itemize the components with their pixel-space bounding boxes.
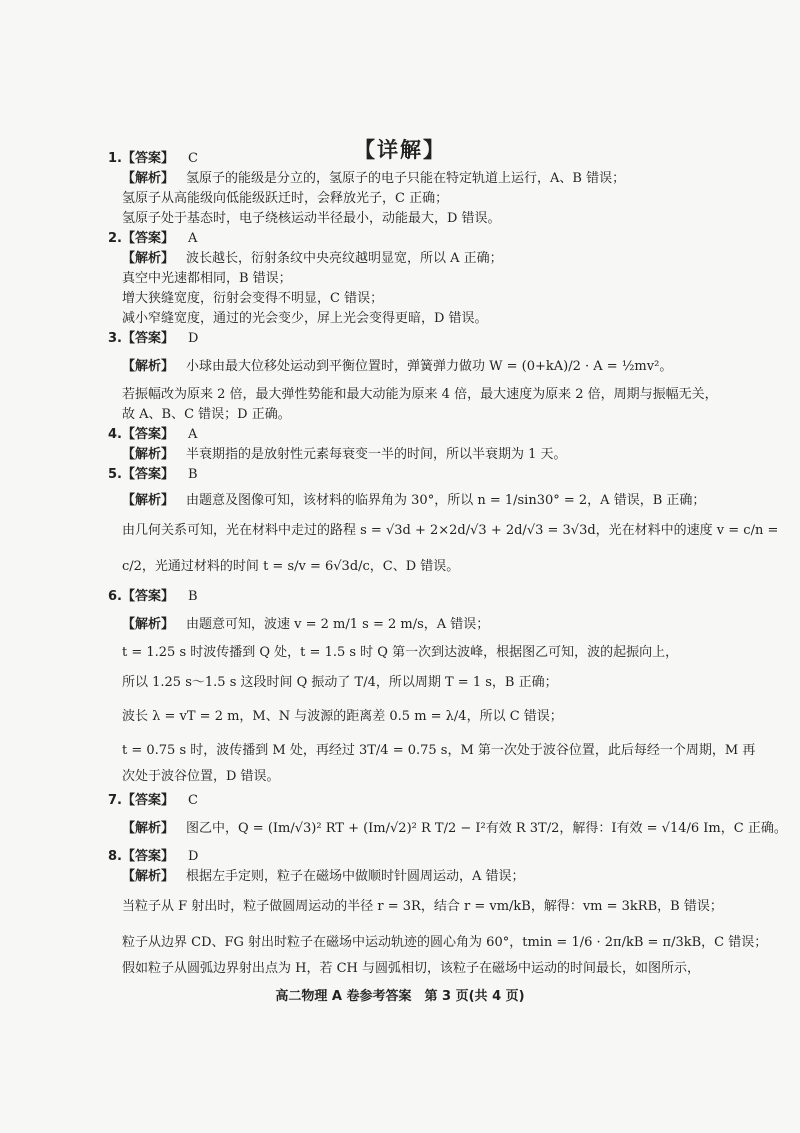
answer-label: 【答案】 — [121, 151, 174, 166]
analysis-text: 波长 λ = vT = 2 m，M、N 与波源的距离差 0.5 m = λ/4，所以 C 错误； — [122, 709, 563, 724]
answer-label: 【答案】 — [121, 793, 174, 808]
question-6-analysis-line — [122, 616, 489, 634]
page-footer: 高二物理 A 卷参考答案 第 3 页(共 4 页) — [275, 989, 525, 1004]
analysis-text: 波长越长，衍射条纹中央亮纹越明显宽，所以 A 正确； — [186, 251, 503, 266]
question-6-answer-line — [108, 588, 198, 606]
analysis-text: 由题意可知，波速 v = 2 m/1 s = 2 m/s，A 错误； — [186, 617, 490, 632]
analysis-text: 真空中光速都相同，B 错误； — [122, 271, 292, 286]
analysis-label: 【解析】 — [122, 359, 175, 374]
analysis-text: 小球由最大位移处运动到平衡位置时，弹簧弹力做功 W = (0+kA)/2 · A = ½mv²。 — [186, 359, 673, 374]
question-number: 2. — [108, 231, 122, 246]
analysis-label: 【解析】 — [122, 171, 175, 186]
answer-value: B — [188, 467, 198, 482]
answer-label: 【答案】 — [121, 467, 174, 482]
answer-label: 【答案】 — [121, 331, 174, 346]
question-3-answer-line — [108, 330, 198, 348]
analysis-text: 由题意及图像可知，该材料的临界角为 30°，所以 n = 1/sin30° = 2，A 错误，B 正确； — [186, 493, 706, 508]
analysis-text: t = 1.25 s 时波传播到 Q 处，t = 1.5 s 时 Q 第一次到达波峰，根据图乙可知，波的起振向上， — [122, 645, 679, 660]
question-3-analysis-line — [122, 358, 672, 376]
analysis-text: 假如粒子从圆弧边界射出点为 H，若 CH 与圆弧相切，该粒子在磁场中运动的时间最长，如图所示， — [122, 961, 701, 976]
question-8-analysis-line — [122, 868, 525, 886]
question-4-analysis-line — [122, 446, 567, 464]
question-4-answer-line — [108, 426, 197, 444]
analysis-text: 若振幅改为原来 2 倍，最大弹性势能和最大动能为原来 4 倍，最大速度为原来 2 倍，周期与振幅无关， — [122, 387, 718, 402]
answer-label: 【答案】 — [121, 231, 174, 246]
answer-value: D — [188, 849, 199, 864]
answer-value: B — [188, 589, 198, 604]
answer-label: 【答案】 — [121, 427, 174, 442]
analysis-label: 【解析】 — [122, 251, 175, 266]
analysis-text: 图乙中，Q = (Im/√3)² RT + (Im/√2)² R T/2 − I²有效 R 3T/2，解得：I有效 = √14/6 Im，C 正确。 — [186, 821, 787, 836]
analysis-text: 当粒子从 F 射出时，粒子做圆周运动的半径 r = 3R，结合 r = vm/kB，解得：vm = 3kRB，B 错误； — [122, 899, 723, 914]
analysis-text: 增大狭缝宽度，衍射会变得不明显，C 错误； — [122, 291, 384, 306]
analysis-label: 【解析】 — [122, 447, 175, 462]
analysis-text: c/2，光通过材料的时间 t = s/v = 6√3d/c，C、D 错误。 — [122, 559, 460, 574]
analysis-label: 【解析】 — [122, 821, 175, 836]
answer-value: A — [188, 231, 198, 246]
question-7-answer-line — [108, 792, 198, 810]
analysis-text: 减小窄缝宽度，通过的光会变少，屏上光会变得更暗，D 错误。 — [122, 311, 488, 326]
question-1-answer-line — [108, 150, 198, 168]
analysis-label: 【解析】 — [122, 617, 175, 632]
answer-value: C — [188, 151, 198, 166]
question-number: 5. — [108, 467, 122, 482]
answer-label: 【答案】 — [121, 849, 174, 864]
analysis-text: 次处于波谷位置，D 错误。 — [122, 769, 280, 784]
question-number: 6. — [108, 589, 122, 604]
answer-value: D — [188, 331, 199, 346]
analysis-text: 氢原子从高能级向低能级跃迁时，会释放光子，C 正确； — [122, 191, 449, 206]
question-number: 4. — [108, 427, 122, 442]
question-number: 8. — [108, 849, 122, 864]
question-number: 3. — [108, 331, 122, 346]
question-5-answer-line — [108, 466, 198, 484]
analysis-text: 粒子从边界 CD、FG 射出时粒子在磁场中运动轨迹的圆心角为 60°，tmin = 1/6 · 2π/kB = π/3kB，C 错误； — [122, 935, 768, 950]
question-8-answer-line — [108, 848, 198, 866]
analysis-text: 故 A、B、C 错误；D 正确。 — [122, 407, 291, 422]
answer-value: C — [188, 793, 198, 808]
question-number: 7. — [108, 793, 122, 808]
analysis-text: 半衰期指的是放射性元素每衰变一半的时间，所以半衰期为 1 天。 — [186, 447, 567, 462]
question-2-analysis-line — [122, 250, 503, 268]
analysis-text: 所以 1.25 s～1.5 s 这段时间 Q 振动了 T/4，所以周期 T = 1 s，B 正确； — [122, 675, 558, 690]
analysis-text: 由几何关系可知，光在材料中走过的路程 s = √3d + 2×2d/√3 + 2d/√3 = 3√3d，光在材料中的速度 v = c/n = — [122, 523, 779, 538]
page-title: 【详解】 — [354, 138, 446, 162]
answer-value: A — [188, 427, 198, 442]
question-7-analysis-line — [122, 820, 787, 838]
analysis-text: 氢原子处于基态时，电子绕核运动半径最小，动能最大，D 错误。 — [122, 211, 501, 226]
question-2-answer-line — [108, 230, 197, 248]
question-1-analysis-line — [122, 170, 625, 188]
question-5-analysis-line — [122, 492, 705, 510]
analysis-label: 【解析】 — [122, 493, 175, 508]
analysis-text: 氢原子的能级是分立的，氢原子的电子只能在特定轨道上运行，A、B 错误； — [186, 171, 626, 186]
analysis-text: t = 0.75 s 时，波传播到 M 处，再经过 3T/4 = 0.75 s，M 第一次处于波谷位置，此后每经一个周期，M 再 — [122, 743, 756, 758]
analysis-text: 根据左手定则，粒子在磁场中做顺时针圆周运动，A 错误； — [186, 869, 525, 884]
question-number: 1. — [108, 151, 122, 166]
answer-label: 【答案】 — [121, 589, 174, 604]
analysis-label: 【解析】 — [122, 869, 175, 884]
